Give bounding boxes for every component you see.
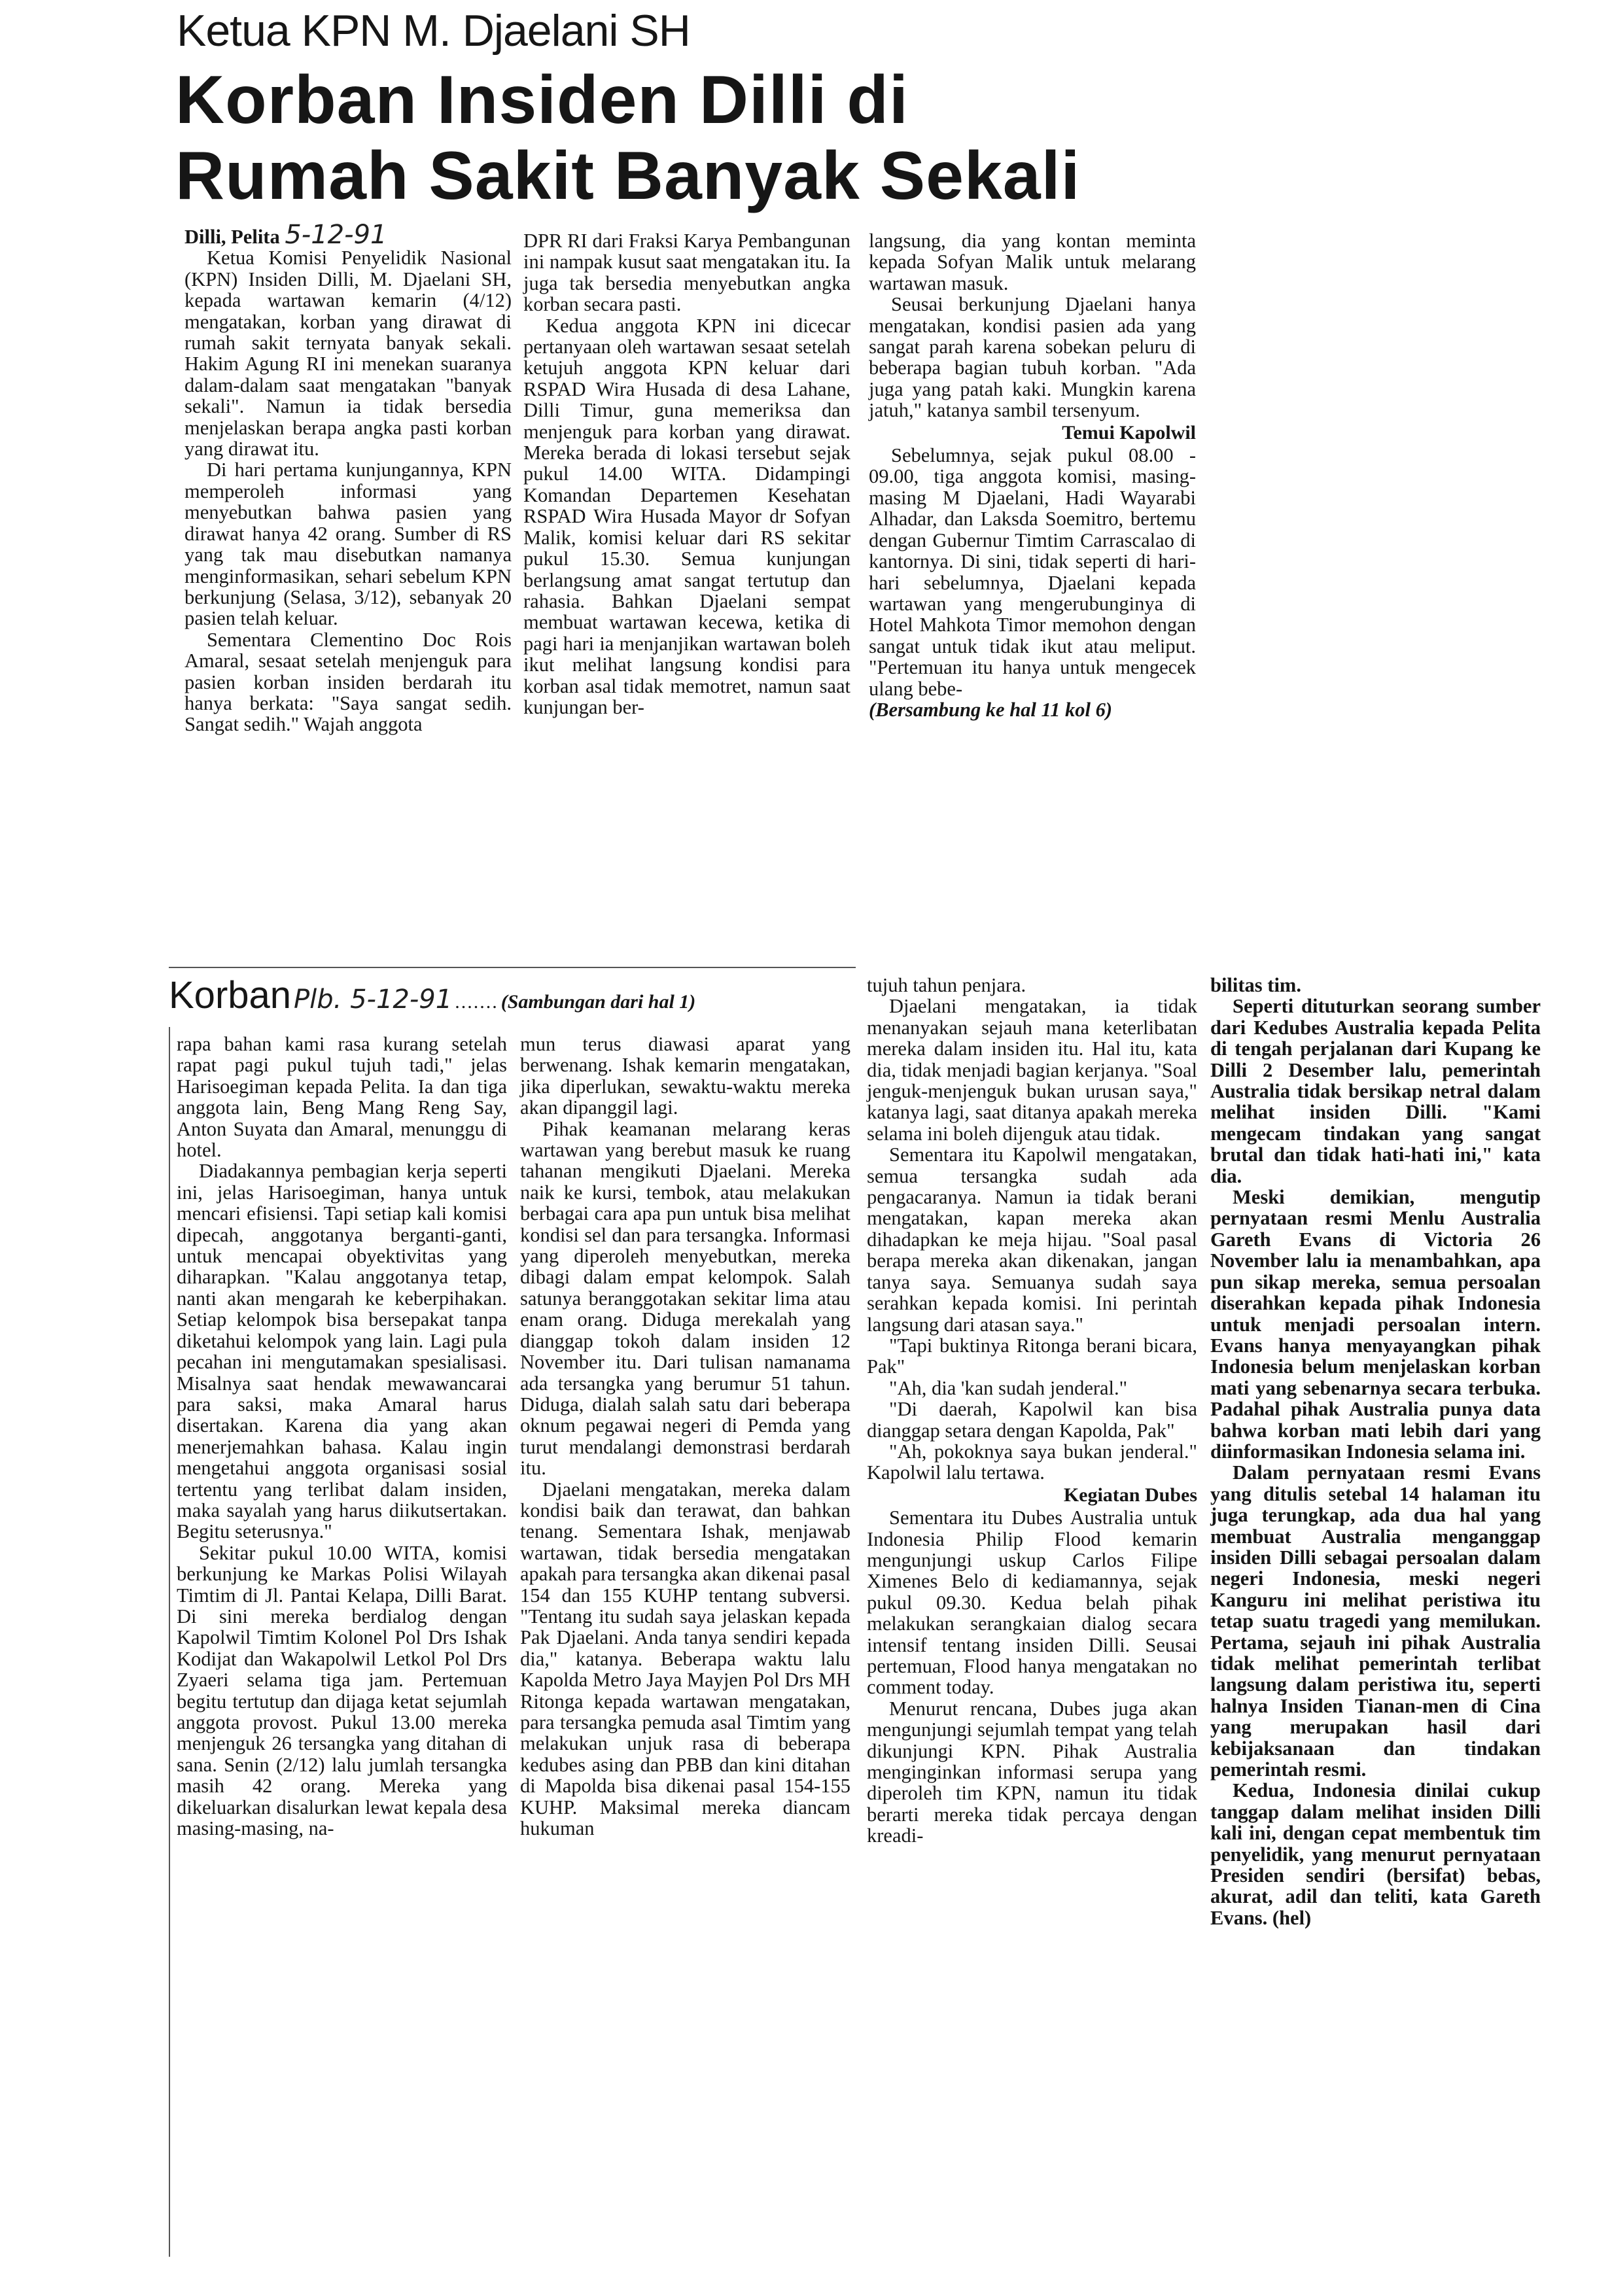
paragraph: tujuh tahun penjara.: [867, 974, 1026, 996]
continuation-column-1: [177, 1034, 507, 1839]
paragraph: mun terus diawasi aparat yang berwenang. Ishak kemarin mengatakan, jika diperlukan, sewaktu-waktu mereka akan dipanggil lagi.: [520, 1033, 850, 1119]
paragraph: bilitas tim.: [1210, 974, 1301, 996]
paragraph: "Ah, dia 'kan sudah jenderal.": [889, 1376, 1128, 1399]
paragraph: Djaelani mengatakan, mereka dalam kondisi baik dan terawat, dan bahkan tenang. Sementara Ishak, menjawab wartawan, tidak bersedia mengatakan apakah para tersangka akan dikenai pasal 154 dan 155 KUHP tentang subversi. "Tentang itu sudah saya jelaskan kepada Pak Djaelani. Anda tanya sendiri kepada dia," katanya. Beberapa waktu lalu Kapolda Metro Jaya Mayjen Pol Drs MH Ritonga kepada wartawan mengatakan, para tersangka pemuda asal Timtim yang melakukan unjuk rasa di beberapa kedubes asing dan PBB dan kini ditahan di Mapolda bisa dikenai pasal 154-155 KUHP. Maksimal mereka diancam hukuman: [520, 1478, 850, 1840]
article-kicker: Ketua KPN M. Djaelani SH: [177, 6, 690, 56]
paragraph: Menurut rencana, Dubes juga akan mengunjungi sejumlah tempat yang telah dikunjungi KPN. Pihak Australia menginginkan informasi serupa yang diperoleh tim KPN, namun itu tidak berarti mereka tidak percaya dengan kreadi-: [867, 1697, 1197, 1847]
paragraph: "Tapi buktinya Ritonga berani bicara, Pak": [867, 1334, 1197, 1378]
headline-line-2: Rumah Sakit Banyak Sekali: [175, 138, 1081, 214]
article-headline: [175, 62, 1222, 214]
paragraph: Diadakannya pembagian kerja seperti ini, jelas Harisoegiman, hanya untuk mencari efisiensi. Tapi setiap kali komisi dipecah, anggotanya berganti-ganti, untuk mencapai obyektivitas yang diharapkan. "Kalau anggotanya tetap, nanti akan mengarah ke keberpihakan. Setiap kelompok bisa bersepakat tanpa diketahui kelompok yang lain. Lagi pula pecahan ini mengutamakan spesialisasi. Misalnya saat hendak mewawancarai para saksi, maka Amaral harus disertakan. Karena dia yang akan menerjemahkan bahasa. Kalau ingin mengetahui anggota organisasi sosial tertentu yang terlibat dalam insiden, maka sayalah yang harus diikutsertakan. Begitu seterusnya.": [177, 1160, 507, 1543]
paragraph: Kedua, Indonesia dinilai cukup tanggap dalam melihat insiden Dilli kali ini, dengan cepat membentuk tim penyelidik, yang menurut pernyataan Presiden sendiri (bersifat) bebas, akurat, adil dan teliti, kata Gareth Evans. (hel): [1210, 1779, 1541, 1929]
article-column-2: [523, 230, 850, 718]
article-column-1: [184, 220, 512, 736]
paragraph: rapa bahan kami rasa kurang setelah rapat pagi pukul tujuh tadi," jelas Harisoegiman kepada Pelita. Ia dan tiga anggota lain, Beng Mang Reng Say, Anton Suyata dan Amaral, menunggu di hotel.: [177, 1033, 507, 1162]
headline-line-1: Korban Insiden Dilli di: [175, 62, 909, 138]
paragraph: "Di daerah, Kapolwil kan bisa dianggap setara dengan Kapolda, Pak": [867, 1398, 1197, 1442]
paragraph: "Ah, pokoknya saya bukan jenderal." Kapolwil lalu tertawa.: [867, 1440, 1197, 1484]
paragraph: Sementara Clementino Doc Rois Amaral, sesaat setelah menjenguk para pasien korban insiden berdarah itu hanya berkata: "Saya sangat sedih. Sangat sedih." Wajah anggota: [184, 628, 512, 736]
continuation-column-2: [520, 1034, 850, 1839]
subheading-kegiatan-dubes: Kegiatan Dubes: [1063, 1484, 1197, 1506]
paragraph: Ketua Komisi Penyelidik Nasional (KPN) Insiden Dilli, M. Djaelani SH, kepada wartawan kemarin (4/12) mengatakan, korban yang dirawat di rumah sakit ternyata banyak sekali. Hakim Agung RI ini menekan suaranya dalam-dalam saat mengatakan "banyak sekali". Namun ia tidak bersedia menjelaskan berapa angka pasti korban yang dirawat itu.: [184, 247, 512, 461]
paragraph: Pihak keamanan melarang keras wartawan yang berebut masuk ke ruang tahanan mengikuti Djaelani. Mereka naik ke kursi, tembok, atau melakukan berbagai cara apa pun untuk bisa melihat kondisi sel dan para tersangka. Informasi yang diperoleh menyebutkan, mereka dibagi dalam empat kelompok. Salah satunya beranggotakan sekitar lima atau enam orang. Diduga merekalah yang dianggap tokoh dalam insiden 12 November itu. Dari tulisan namanama ada tersangka yang berumur 51 tahun. Diduga, dialah salah satu dari beberapa oknum pegawai negeri di Pemda yang turut mendalangi demonstrasi berdarah itu.: [520, 1117, 850, 1480]
leader-dots: .......: [455, 991, 499, 1013]
paragraph: DPR RI dari Fraksi Karya Pembangunan ini nampak kusut saat mengatakan itu. Ia juga tak bersedia menyebutkan angka korban secara pasti.: [523, 230, 850, 316]
subheading-temui-kapolwil: Temui Kapolwil: [1062, 421, 1196, 444]
continuation-header: [169, 973, 695, 1017]
paragraph: langsung, dia yang kontan meminta kepada Sofyan Malik untuk melarang wartawan masuk.: [869, 230, 1196, 294]
paragraph: Kedua anggota KPN ini dicecar pertanyaan oleh wartawan sesaat setelah ketujuh anggota KPN keluar dari RSPAD Wira Husada di desa Lahane, Dilli Timur, guna memeriksa dan menjenguk para korban yang dirawat. Mereka berada di lokasi tersebut sejak pukul 14.00 WITA. Didampingi Komandan Departemen Kesehatan RSPAD Wira Husada Mayor dr Sofyan Malik, komisi keluar dari RS sekitar pukul 15.30. Semua kunjungan berlangsung amat sangat tertutup dan rahasia. Bahkan Djaelani sempat membuat wartawan kecewa, ketika di pagi hari ia menjanjikan wartawan boleh ikut melihat langsung kondisi para korban asal tidak memotret, namun saat kunjungan ber-: [523, 314, 850, 718]
paragraph: Seusai berkunjung Djaelani hanya mengatakan, kondisi pasien ada yang sangat parah karena sobekan peluru di beberapa bagian tubuh korban. "Ada juga yang patah kaki. Mungkin karena jatuh," katanya sambil tersenyum.: [869, 293, 1196, 422]
dateline-handwritten: 5-12-91: [285, 220, 387, 250]
continuation-note: (Sambungan dari hal 1): [500, 991, 696, 1013]
continuation-title: Korban: [169, 974, 292, 1017]
paragraph: Sementara itu Dubes Australia untuk Indonesia Philip Flood kemarin mengunjungi uskup Carlos Filipe Ximenes Belo di kediamannya, sejak pukul 09.30. Kedua belah pihak melakukan serangkaian dialog secara intensif tentang insiden Dilli. Seusai pertemuan, Flood hanya mengatakan no comment today.: [867, 1506, 1197, 1699]
dateline-place: Dilli, Pelita: [184, 226, 280, 248]
paragraph: Sekitar pukul 10.00 WITA, komisi berkunjung ke Markas Polisi Wilayah Timtim di Jl. Pantai Kelapa, Dilli Barat. Di sini mereka berdialog dengan Kapolwil Timtim Kolonel Pol Drs Ishak Kodijat dan Wakapolwil Letkol Pol Drs Zyaeri selama tiga jam. Pertemuan begitu tertutup dan dijaga ketat sejumlah anggota provost. Pukul 13.00 mereka menjenguk 26 tersangka yang ditahan di sana. Senin (2/12) lalu jumlah tersangka masih 42 orang. Mereka yang dikeluarkan disalurkan lewat kepala desa masing-masing, na-: [177, 1541, 507, 1840]
paragraph: Meski demikian, mengutip pernyataan resmi Menlu Australia Gareth Evans di Victoria 26 November lalu ia menambahkan, apa pun sikap mereka, semua persoalan diserahkan kepada pihak Indonesia untuk menjadi persoalan intern. Evans hanya menyayangkan pihak Indonesia belum menjelaskan korban mati yang sebenarnya secara terbuka. Padahal pihak Australia punya data bahwa korban mati lebih dari yang diinformasikan Indonesia selama ini.: [1210, 1186, 1541, 1463]
column-rule-left: [169, 1027, 170, 2257]
continued-note: (Bersambung ke hal 11 kol 6): [869, 698, 1112, 721]
paragraph: Seperti dituturkan seorang sumber dari Kedubes Australia kepada Pelita di tengah perjalanan dari Kupang ke Dilli 2 Desember lalu, pemerintah Australia tidak bersikap netral dalam melihat insiden Dilli. "Kami mengecam tindakan yang sangat brutal dan tidak hati-hati ini," kata dia.: [1210, 995, 1541, 1187]
continuation-column-3: [867, 975, 1197, 1847]
section-divider: [169, 967, 856, 968]
article-column-3: [869, 230, 1196, 720]
paragraph: Dalam pernyataan resmi Evans yang ditulis setebal 14 halaman itu juga terungkap, ada dua hal yang membuat Australia menganggap insiden Dilli sebagai persoalan dalam negeri Indonesia, meski negeri Kanguru ini melihat peristiwa itu tetap suatu tragedi yang memilukan. Pertama, sejauh ini pihak Australia tidak melihat pemerintah terlibat langsung dalam peristiwa itu, seperti halnya Insiden Tianan-men di Cina yang merupakan hasil dari kebijaksanaan dan tindakan pemerintah resmi.: [1210, 1461, 1541, 1781]
continuation-column-4: [1210, 975, 1541, 1928]
paragraph: Djaelani mengatakan, ia tidak menanyakan sejauh mana keterlibatan mereka dalam insiden itu. Hal itu, kata dia, tidak menjadi bagian kerjanya. "Soal jenguk-menjenguk bukan urusan saya," katanya lagi, saat ditanya apakah mereka selama ini boleh dijenguk atau tidak.: [867, 995, 1197, 1145]
paragraph: Sebelumnya, sejak pukul 08.00 - 09.00, tiga anggota komisi, masing-masing M Djaelani, Hadi Wayarabi Alhadar, dan Laksda Soemitro, bertemu dengan Gubernur Timtim Carrascalao di kantornya. Di sini, tidak seperti di hari-hari sebelumnya, Djaelani kepada wartawan yang mengerubunginya di Hotel Mahkota Timor memohon dengan sangat untuk tidak ikut atau meliput. "Pertemuan itu hanya untuk mengecek ulang bebe-: [869, 444, 1196, 700]
continuation-handwritten: Plb. 5-12-91: [294, 984, 453, 1015]
dateline: [184, 220, 512, 250]
paragraph: Sementara itu Kapolwil mengatakan, semua tersangka sudah ada pengacaranya. Namun ia tidak berani mengatakan, kapan mereka akan dihadapkan ke meja hijau. "Soal pasal berapa mereka akan dikenakan, jangan tanya saya. Semuanya sudah saya serahkan kepada komisi. Ini perintah langsung dari atasan saya.": [867, 1143, 1197, 1336]
paragraph: Di hari pertama kunjungannya, KPN memperoleh informasi yang menyebutkan bahwa pasien yang dirawat hanya 42 orang. Sumber di RS yang tak mau disebutkan namanya menginformasikan, sehari sebelum KPN berkunjung (Selasa, 3/12), sebanyak 20 pasien telah keluar.: [184, 459, 512, 630]
